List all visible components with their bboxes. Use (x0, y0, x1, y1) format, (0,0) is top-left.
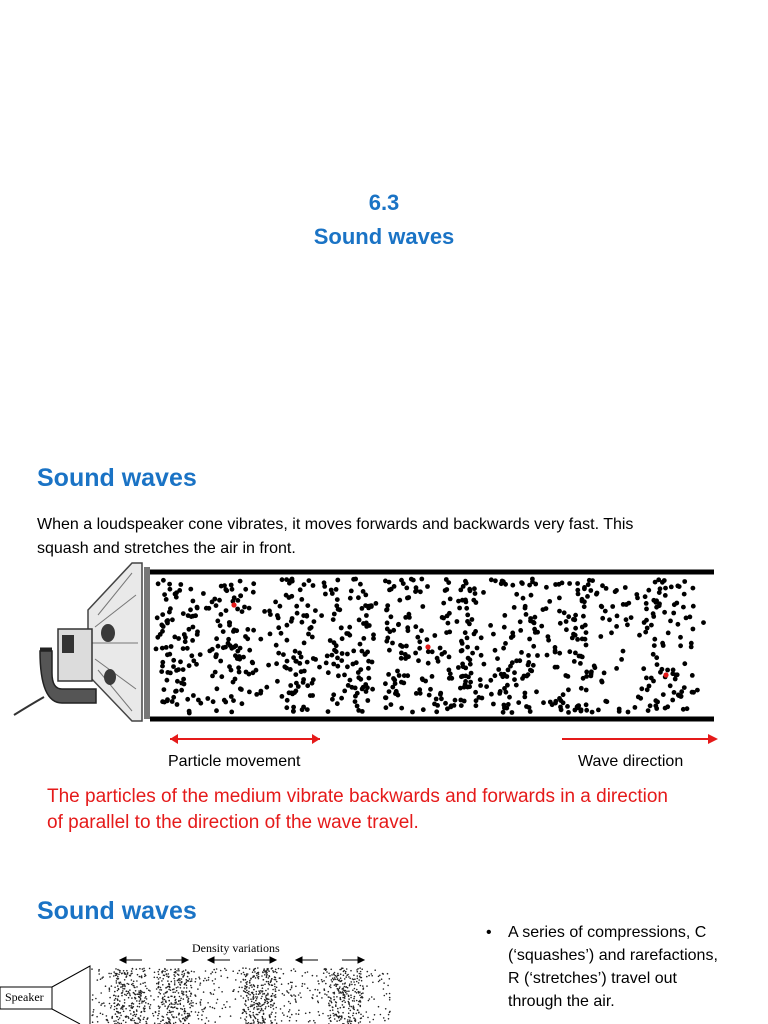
particle-movement-label: Particle movement (168, 753, 301, 770)
bullet-line-4: through the air. (508, 993, 615, 1010)
bullet-line-3: R (‘stretches’) travel out (508, 970, 677, 987)
density-variations-title: Density variations (192, 941, 280, 955)
statement-line-1: The particles of the medium vibrate backwards and forwards in a direction (47, 786, 668, 807)
loudspeaker-particle-diagram (0, 555, 768, 730)
density-dots (91, 967, 391, 1024)
bullet-line-2: (‘squashes’) and rarefactions, (508, 947, 718, 964)
density-variations-diagram (0, 952, 400, 1024)
section-heading: Sound waves (37, 464, 197, 492)
particle-movement-arrow (160, 732, 330, 746)
statement-line-2: of parallel to the direction of the wave travel. (47, 812, 419, 833)
air-particles (154, 577, 706, 716)
section2-heading: Sound waves (37, 897, 197, 925)
bullet-icon: • (486, 924, 492, 941)
intro-line-1: When a loudspeaker cone vibrates, it moves forwards and backwards very fast. This (37, 516, 634, 533)
density-arrows (120, 957, 364, 963)
wave-direction-arrow (558, 732, 722, 746)
speaker-label: Speaker (5, 990, 44, 1004)
intro-line-2: squash and stretches the air in front. (37, 540, 296, 557)
chapter-number: 6.3 (368, 190, 400, 215)
chapter-title: Sound waves (313, 224, 455, 249)
wave-direction-label: Wave direction (578, 753, 684, 770)
loudspeaker-icon (14, 563, 150, 721)
bullet-line-1: A series of compressions, C (508, 924, 707, 941)
